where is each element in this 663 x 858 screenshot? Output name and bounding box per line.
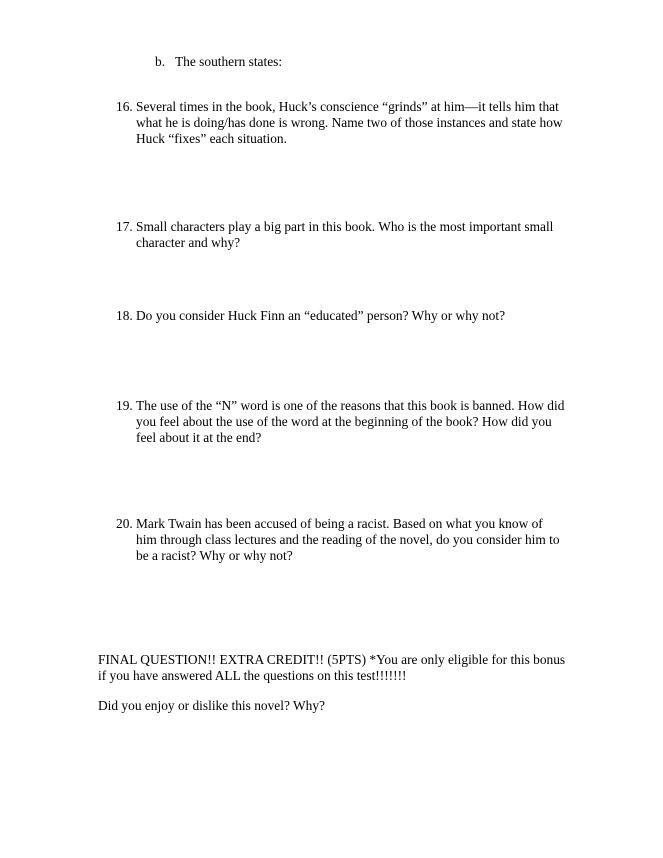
question-number: 18. — [116, 308, 133, 323]
question-16 — [116, 99, 566, 146]
question-text: Small characters play a big part in this book. Who is the most important small character and why? — [136, 219, 554, 250]
question-19 — [116, 398, 566, 445]
question-text: The use of the “N” word is one of the reasons that this book is banned. How did you feel about the use of the word at the beginning of the book? How did you feel about it at the end? — [136, 398, 565, 445]
question-number: 20. — [116, 516, 133, 531]
question-text: Mark Twain has been accused of being a racist. Based on what you know of him through class lectures and the reading of the novel, do you consider him to be a racist? Why or why not? — [136, 516, 560, 563]
question-number: 17. — [116, 219, 133, 234]
subitem-letter: b. — [155, 54, 166, 69]
question-number: 19. — [116, 398, 133, 413]
question-text: Do you consider Huck Finn an “educated” person? Why or why not? — [136, 308, 506, 323]
subitem-southern-states — [155, 54, 282, 70]
question-17 — [116, 219, 566, 251]
question-20 — [116, 516, 566, 563]
final-question-prompt: Did you enjoy or dislike this novel? Why? — [98, 698, 325, 713]
question-text: Several times in the book, Huck’s conscience “grinds” at him—it tells him that what he is doing/has done is wrong. Name two of those instances and state how Huck “fixes” each situation. — [136, 99, 563, 146]
subitem-text: The southern states: — [175, 54, 283, 69]
question-18 — [116, 308, 566, 324]
final-question-heading: FINAL QUESTION!! EXTRA CREDIT!! (5PTS) *You are only eligible for this bonus if you have answered ALL the questions on this test!!!!!!! — [98, 652, 566, 683]
question-number: 16. — [116, 99, 133, 114]
